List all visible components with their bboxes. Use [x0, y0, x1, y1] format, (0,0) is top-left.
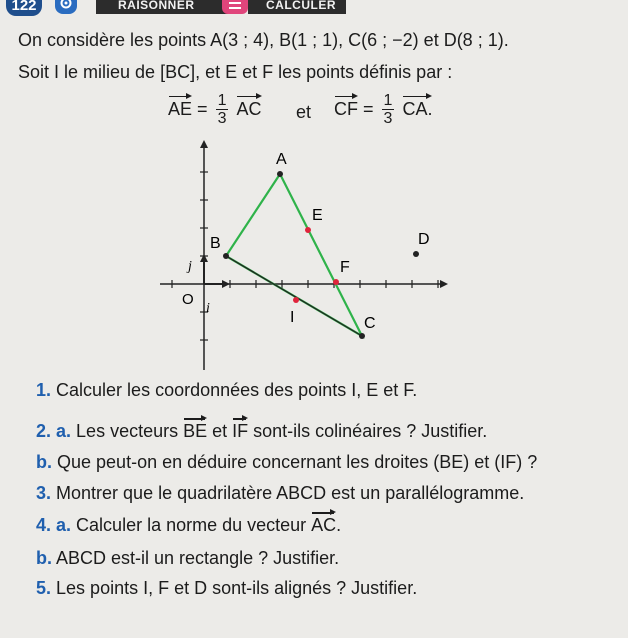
- formula-ae: [168, 92, 262, 140]
- question-number: 5.: [36, 578, 52, 598]
- x-axis-arrow: [440, 280, 448, 288]
- tag-raisonner: RAISONNER: [96, 0, 228, 14]
- equals-sign: =: [197, 98, 208, 119]
- vector-ae: AE: [168, 98, 193, 119]
- question-number: 3.: [36, 483, 52, 503]
- point-f: [333, 279, 339, 285]
- question-number: b.: [36, 548, 52, 568]
- point-b: [223, 253, 229, 259]
- point-d: [413, 251, 419, 257]
- question-4a: [36, 515, 341, 536]
- question-text: Calculer les coordonnées des points I, E et F.: [56, 380, 418, 400]
- question-text-pre: Calculer la norme du vecteur: [76, 515, 312, 535]
- tag-calculer: CALCULER: [248, 0, 346, 14]
- question-text: Montrer que le quadrilatère ABCD est un parallélogramme.: [56, 483, 525, 503]
- intro-line-1: On considère les points A(3 ; 4), B(1 ; 1), C(6 ; −2) et D(8 ; 1).: [18, 30, 509, 50]
- equals-icon: [222, 0, 248, 14]
- y-axis-arrow: [200, 140, 208, 148]
- label-e: E: [312, 207, 323, 224]
- question-text-mid: et: [207, 421, 233, 441]
- question-1: [36, 380, 417, 401]
- unit-vector-j-arrow: [200, 254, 208, 262]
- question-2a: [36, 421, 487, 442]
- fraction-denominator: 3: [217, 110, 227, 127]
- vector-if: IF: [232, 421, 249, 441]
- question-text-post: .: [336, 515, 342, 535]
- question-3: [36, 483, 524, 504]
- formula-connector: et: [296, 102, 312, 122]
- point-c: [359, 333, 365, 339]
- question-text: Que peut-on en déduire concernant les droites (BE) et (IF) ?: [57, 452, 538, 472]
- label-c: C: [364, 315, 376, 332]
- vector-be: BE: [183, 421, 208, 441]
- fraction-one-third: [216, 92, 229, 128]
- label-a: A: [276, 151, 287, 168]
- question-text-post: sont-ils colinéaires ? Justifier.: [248, 421, 488, 441]
- fraction-numerator: 1: [217, 92, 227, 109]
- question-text-pre: Les vecteurs: [76, 421, 184, 441]
- unit-vector-i-arrow: [222, 280, 230, 288]
- question-number: b.: [36, 452, 52, 472]
- question-number: 4. a.: [36, 515, 72, 535]
- fraction-denominator: 3: [383, 110, 393, 127]
- header-bar: [0, 0, 628, 20]
- question-text: ABCD est-il un rectangle ? Justifier.: [56, 548, 340, 568]
- label-b: B: [210, 235, 221, 252]
- label-i: I: [290, 309, 295, 326]
- gear-icon: [55, 0, 77, 14]
- vector-cf: CF: [334, 98, 358, 119]
- vector-ac-norm: AC: [311, 515, 337, 535]
- point-e: [305, 227, 311, 233]
- exercise-number: 122: [6, 0, 42, 16]
- label-o: O: [182, 291, 194, 308]
- fraction-numerator: 1: [383, 92, 393, 109]
- point-i: [293, 297, 299, 303]
- formula-cf: [334, 92, 432, 140]
- question-4b: [36, 548, 339, 569]
- question-5: [36, 578, 417, 599]
- vector-ac: AC: [236, 98, 262, 119]
- label-d: D: [418, 231, 430, 248]
- label-i-unit: i: [206, 301, 210, 316]
- coordinate-figure: [160, 140, 460, 372]
- question-number: 1.: [36, 380, 52, 400]
- point-a: [277, 171, 283, 177]
- question-text: Les points I, F et D sont-ils alignés ? Justifier.: [56, 578, 418, 598]
- label-f: F: [340, 259, 350, 276]
- intro-line-2: Soit I le milieu de [BC], et E et F les points définis par :: [18, 62, 453, 82]
- question-2b: [36, 452, 537, 473]
- question-number: 2. a.: [36, 421, 72, 441]
- fraction-one-third: [382, 92, 395, 128]
- vector-ca: CA.: [402, 98, 433, 119]
- equals-sign: =: [363, 98, 374, 119]
- label-j-unit: j: [188, 259, 192, 274]
